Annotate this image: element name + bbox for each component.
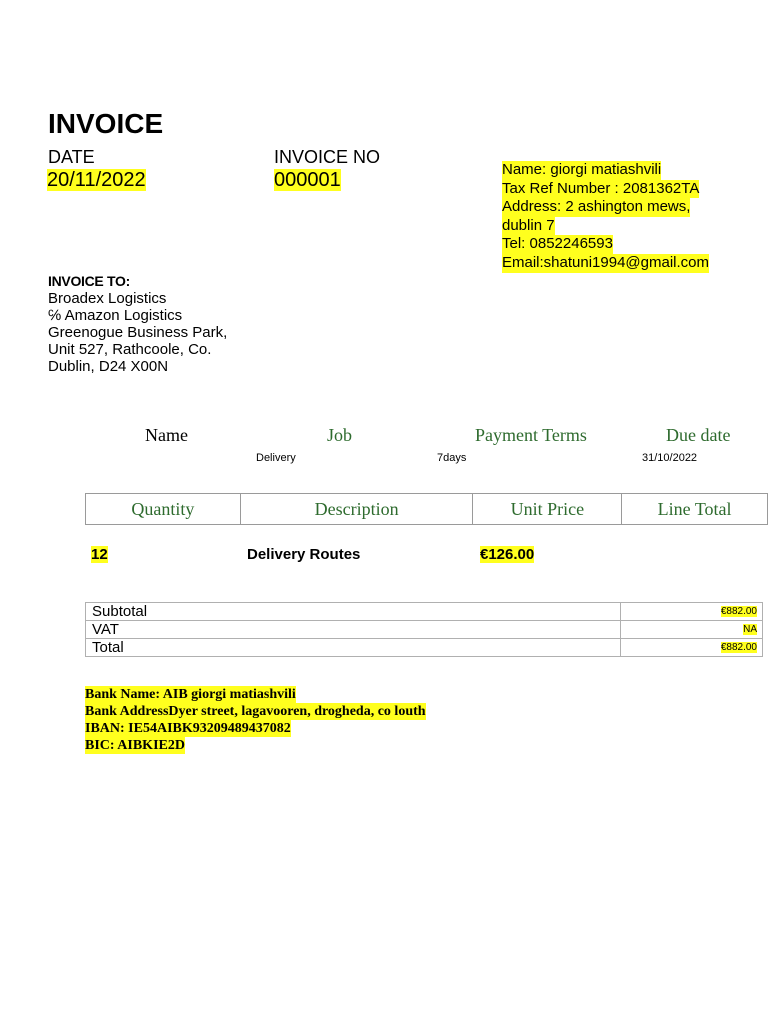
subtotal-label: Subtotal (86, 603, 621, 621)
column-header-quantity: Quantity (86, 494, 241, 525)
bank-iban: IBAN: IE54AIBK93209489437082 (85, 721, 291, 736)
sender-details (502, 161, 709, 273)
item-unit-price: €126.00 (480, 546, 535, 563)
bill-to-line: Broadex Logistics (48, 290, 167, 307)
invoice-title: INVOICE (48, 108, 164, 139)
subtotal-amount: €882.00 (621, 603, 763, 621)
sender-tel: Tel: 0852246593 (502, 235, 613, 253)
date-label: DATE (48, 147, 95, 167)
column-header-unit-price: Unit Price (473, 494, 622, 525)
totals-row-total (86, 639, 763, 657)
totals-table (85, 602, 763, 657)
item-quantity: 12 (91, 546, 108, 563)
bank-name: Bank Name: AIB giorgi matiashvili (85, 687, 296, 702)
sender-email: Email:shatuni1994@gmail.com (502, 253, 709, 271)
payment-terms-value: 7days (437, 452, 467, 464)
bank-details (85, 686, 426, 754)
total-amount: €882.00 (621, 639, 763, 657)
date-value: 20/11/2022 (47, 169, 146, 191)
column-header-description: Description (240, 494, 473, 525)
total-label: Total (86, 639, 621, 657)
job-header-job: Job (327, 425, 353, 445)
due-date-value: 31/10/2022 (642, 452, 698, 464)
bank-address: Bank AddressDyer street, lagavooren, drogheda, co louth (85, 704, 426, 719)
bill-to-line: Unit 527, Rathcoole, Co. (48, 341, 212, 358)
sender-tax-ref: Tax Ref Number : 2081362TA (502, 179, 700, 197)
job-header-due-date: Due date (666, 425, 731, 445)
job-header-payment-terms: Payment Terms (475, 425, 587, 445)
bill-to-heading: INVOICE TO: (48, 273, 131, 289)
bill-to-line: Greenogue Business Park, (48, 324, 228, 341)
invoice-no-label: INVOICE NO (274, 147, 381, 167)
column-header-line-total: Line Total (622, 494, 768, 525)
sender-address-line-1: Address: 2 ashington mews, (502, 198, 691, 216)
job-header-name: Name (145, 425, 188, 445)
sender-address-line-2: dublin 7 (502, 216, 555, 234)
item-description: Delivery Routes (247, 546, 361, 563)
vat-label: VAT (86, 621, 621, 639)
vat-amount: NA (621, 621, 763, 639)
invoice-no-value: 000001 (274, 169, 341, 191)
totals-row-subtotal (86, 603, 763, 621)
totals-row-vat (86, 621, 763, 639)
sender-name: Name: giorgi matiashvili (502, 161, 662, 178)
items-table-header (85, 493, 768, 525)
job-value: Delivery (256, 452, 296, 464)
bill-to-block (48, 273, 227, 375)
bank-bic: BIC: AIBKIE2D (85, 738, 185, 753)
bill-to-line: ℅ Amazon Logistics (48, 307, 183, 324)
bill-to-line: Dublin, D24 X00N (48, 358, 169, 375)
